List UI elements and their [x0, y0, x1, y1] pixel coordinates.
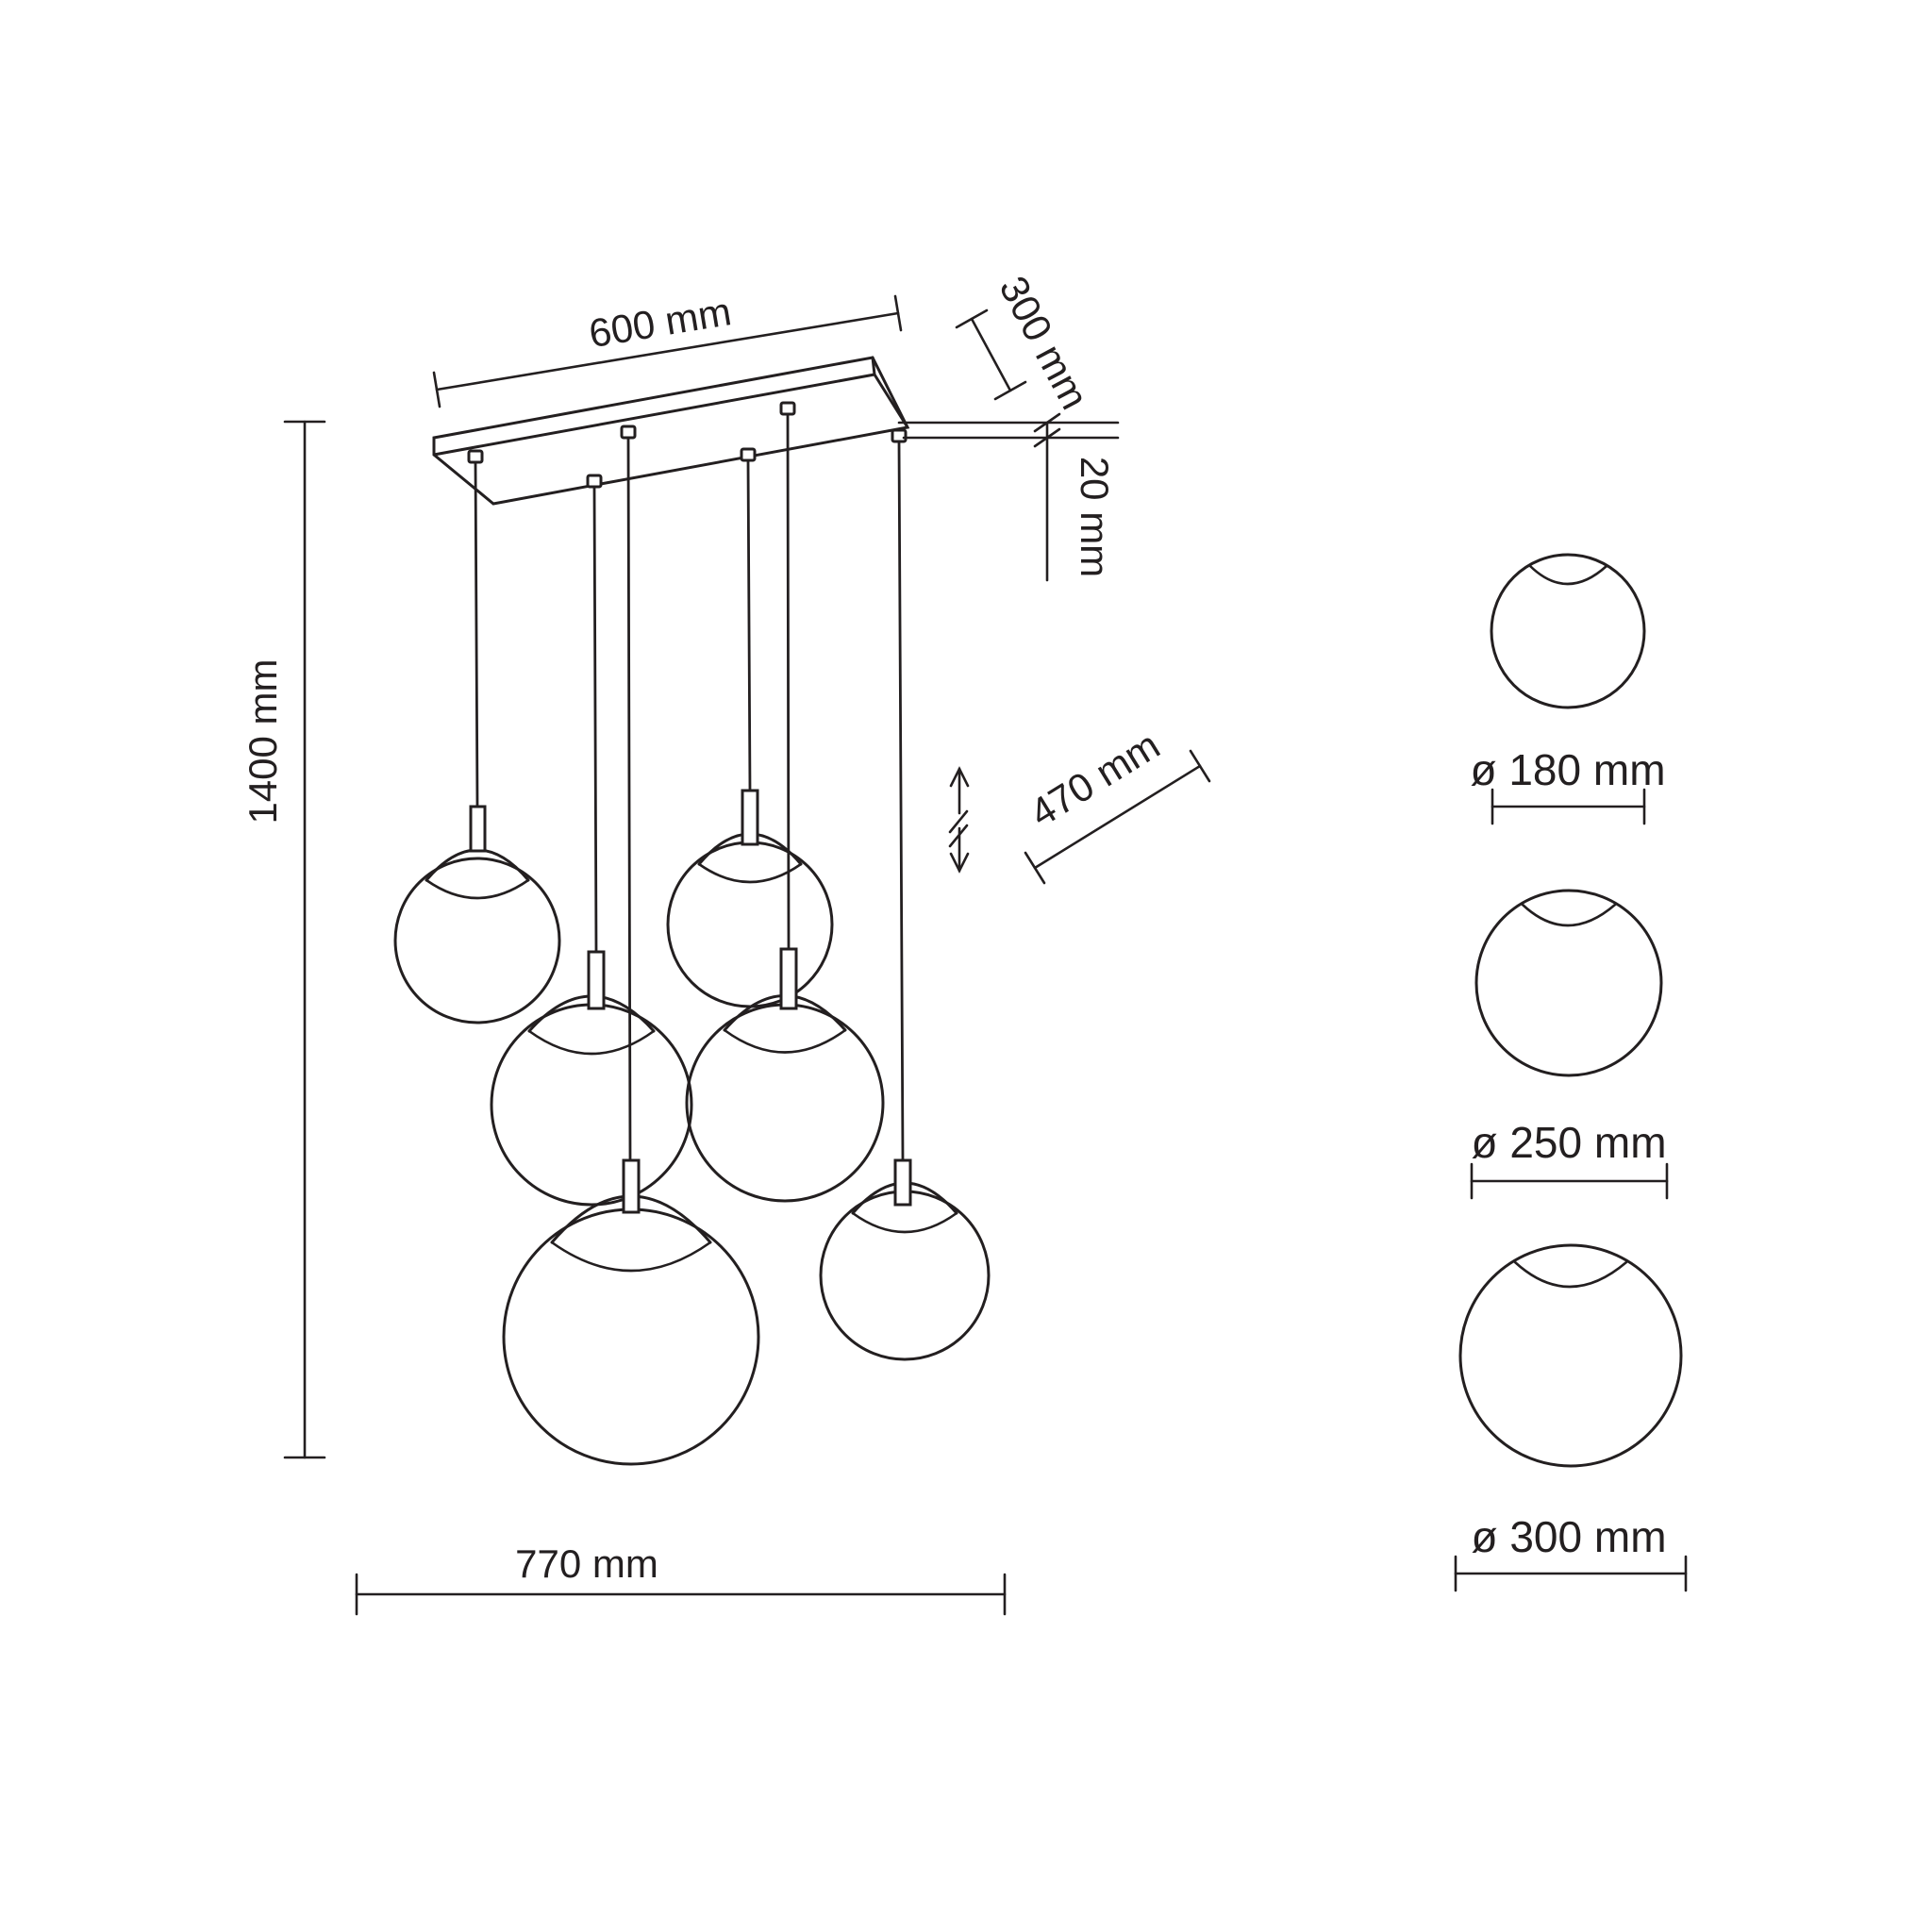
globe-4-stem — [781, 949, 796, 1008]
ref-globe-250-cap-seam — [1523, 905, 1615, 925]
globe-5-sphere — [504, 1209, 758, 1464]
ref-globe-300-label: ø 300 mm — [1471, 1512, 1667, 1561]
ref-globe-180-label: ø 180 mm — [1470, 745, 1666, 794]
globe-4-cap-seam — [724, 1030, 845, 1053]
dim-770-label: 770 mm — [515, 1541, 658, 1586]
cord-6 — [899, 441, 903, 1160]
attachment-square-3 — [622, 426, 635, 438]
globe-size-reference-250 — [1471, 891, 1667, 1198]
canopy-bottom-edge — [434, 375, 874, 455]
attachment-square-5 — [781, 403, 794, 414]
cord-2 — [594, 487, 596, 952]
cord-1 — [475, 462, 477, 807]
globe-size-reference-180 — [1470, 555, 1665, 824]
globe-3-stem — [589, 952, 604, 1008]
globe-4-sphere — [687, 1005, 883, 1201]
globe-2-cap-seam — [699, 864, 801, 882]
globe-middle-right — [687, 949, 883, 1201]
globe-6-stem — [895, 1160, 910, 1205]
globe-2-sphere — [668, 842, 832, 1007]
suspension-cords — [475, 414, 903, 1160]
cord-4 — [748, 460, 750, 791]
dimension-total-height — [241, 422, 325, 1457]
globe-3-sphere — [491, 1005, 691, 1205]
globe-upper-left — [395, 807, 559, 1023]
attachment-square-6 — [892, 430, 906, 441]
dim-470-label: 470 mm — [1022, 722, 1168, 836]
dimension-canopy-width — [434, 289, 901, 407]
ref-globe-180 — [1491, 555, 1644, 708]
height-adjustable-symbol — [950, 769, 968, 871]
globe-bottom-right — [821, 1160, 989, 1359]
cord-attachments — [469, 403, 906, 487]
globe-upper-right — [668, 791, 832, 1007]
dim-300-tick-bottom — [995, 382, 1025, 399]
dimension-cable-length — [1022, 723, 1209, 883]
ref-globe-180-cap-seam — [1530, 566, 1607, 584]
globe-6-cap-seam — [853, 1213, 957, 1232]
dimension-fixture-spread — [357, 1541, 1005, 1614]
glass-globes — [395, 791, 989, 1464]
dim-1400-label: 1400 mm — [241, 658, 285, 824]
globe-5-stem — [624, 1160, 639, 1212]
dimension-canopy-depth — [957, 269, 1097, 416]
globe-3-cap-seam — [529, 1031, 654, 1054]
dim-20-label: 20 mm — [1073, 456, 1117, 578]
globe-2-stem — [742, 791, 758, 844]
globe-1-sphere — [395, 858, 559, 1023]
globe-5-cap-seam — [552, 1242, 710, 1271]
globe-size-reference-300 — [1456, 1245, 1686, 1591]
globe-middle-left — [491, 952, 691, 1205]
dim-600-label: 600 mm — [585, 289, 735, 357]
attachment-square-4 — [741, 449, 755, 460]
globe-bottom-centre — [504, 1160, 758, 1464]
globe-1-stem — [471, 807, 485, 851]
ref-globe-250 — [1476, 891, 1661, 1075]
ref-globe-300 — [1460, 1245, 1681, 1466]
dim-300-label: 300 mm — [991, 269, 1098, 417]
globe-6-sphere — [821, 1191, 989, 1359]
globe-1-cap-seam — [426, 880, 528, 898]
dim-470-tick-right — [1191, 751, 1209, 781]
dim-300-line — [972, 319, 1010, 391]
cord-5 — [788, 414, 789, 949]
globe-1-cap-dome — [426, 850, 528, 880]
attachment-square-1 — [469, 451, 482, 462]
attachment-square-2 — [588, 475, 601, 487]
ref-globe-300-cap-seam — [1515, 1262, 1626, 1287]
cord-3 — [628, 438, 630, 1160]
dimension-canopy-thickness — [899, 414, 1118, 580]
ref-globe-250-label: ø 250 mm — [1471, 1118, 1667, 1167]
dim-470-tick-left — [1025, 853, 1044, 883]
dim-300-tick-top — [957, 310, 987, 327]
